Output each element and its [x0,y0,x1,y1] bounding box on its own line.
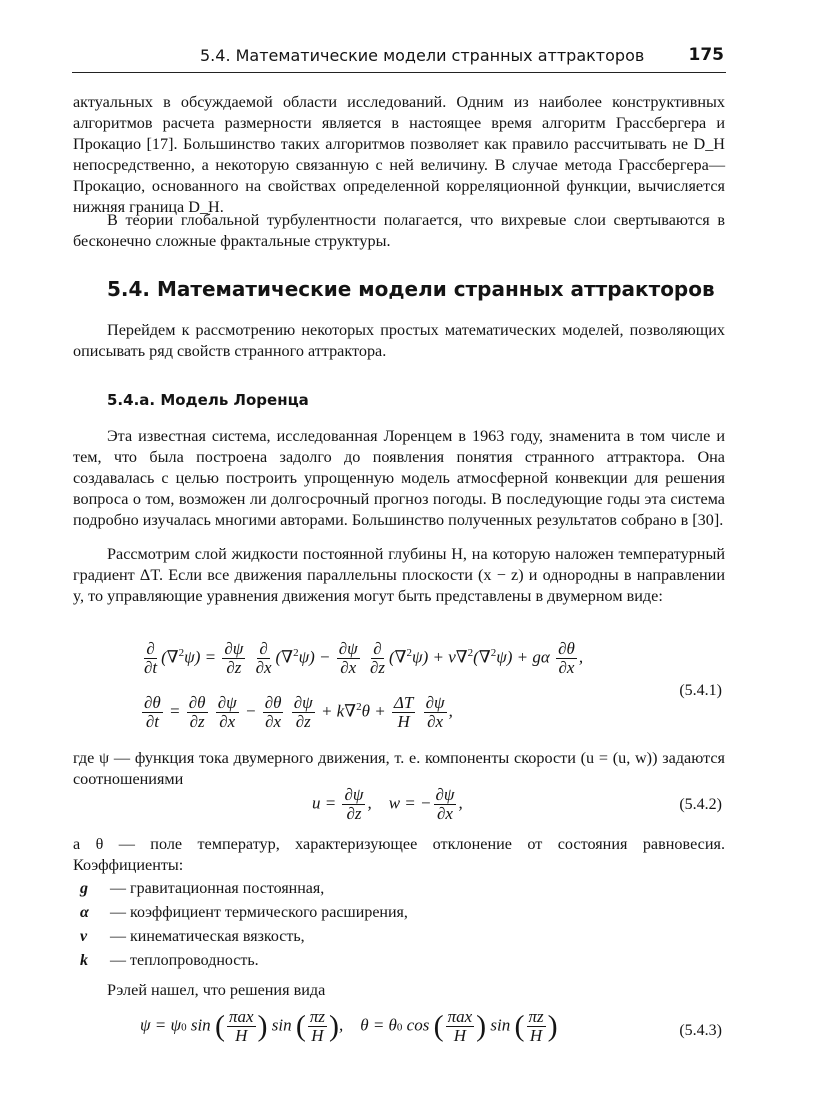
paragraph-4: Эта известная система, исследованная Лоренцем в 1963 году, знаменита в том числе и тем, что была построена задолго до появления понятия странного аттрактора. Она создавалась с целью построить упрощенную модель атмосферной конвекции для решения вопроса о том, возможен ли долгосрочный прогноз погоды. В последующие годы эта система подробно изучалась многими авторами. Большинство полученных результатов собрано в [30]. [73,427,725,529]
coefficient-text: — кинематическая вязкость, [110,928,305,945]
coefficient-k [80,952,259,970]
equation-number-5-4-1: (5.4.1) [679,682,722,699]
running-title: 5.4. Математические модели странных аттракторов [200,46,645,65]
paragraph-8: Рэлей нашел, что решения вида [107,981,326,999]
section-title: 5.4. Математические модели странных аттракторов [107,277,715,301]
coefficient-nu [80,928,305,946]
equation-number-5-4-3: (5.4.3) [679,1022,722,1039]
coefficient-alpha [80,904,408,922]
equation-5-4-1-line-1: $\frac{\partial}{\partial t}$ (∇$^2$ψ) = $\frac{\partial\psi}{\partial z}$ $\frac{\partial}{\partial x}$ (∇$^2$ψ) − $\frac{\partial\psi}{\partial x}$ $\frac{\partial}{\partial z}$ (∇$^2$ψ) + ν∇$^2$(∇$^2$ψ) + gα $\frac{\partial\theta}{\partial x}$ , [144,639,584,677]
coefficient-symbol: g [80,880,88,897]
paragraph-6: где ψ — функция тока двумерного движения, т. е. компоненты скорости (u = (u, w)) задаются соотношениями [73,749,725,788]
coefficient-text: — теплопроводность. [110,952,259,969]
subsection-title: 5.4.а. Модель Лоренца [107,391,309,409]
paragraph-5: Рассмотрим слой жидкости постоянной глубины H, на которую наложен температурный градиент ΔT. Если все движения параллельны плоскости (x − z) и однородны в направлении y, то управляющие уравнения движения могут быть представлены в двумерном виде: [73,545,725,605]
equation-5-4-3: ψ = ψ0 sin ( $\frac{\text{πax}}{H}$ ) sin ( $\frac{\pi z}{H}$ ), θ = θ0 cos ( $\frac{\text{πax}}{H}$ ) sin ( $\frac{\pi z}{H}$ ) [140,1007,558,1045]
paragraph-7: а θ — поле температур, характеризующее отклонение от состояния равновесия. Коэффициенты: [73,835,725,874]
equation-5-4-1-line-2: $\frac{\partial\theta}{\partial t}$ = $\frac{\partial\theta}{\partial z}$ $\frac{\partial\psi}{\partial x}$ − $\frac{\partial\theta}{\partial x}$ $\frac{\partial\psi}{\partial z}$ + k∇$^2$θ + $\frac{\Delta T}{H}$ $\frac{\partial\psi}{\partial x}$ , [144,693,453,731]
paragraph-1: актуальных в обсуждаемой области исследований. Одним из наиболее конструктивных алгоритмов расчета размерности является в настоящее время алгоритм Грассбергера и Прокацио [17]. Большинство таких алгоритмов позволяет как правило рассчитывать не D_H непосредственно, а некоторую связанную с ней величину. В случае метода Грассбергера—Прокацио, основанного на свойствах определенной корреляционной функции, вычисляется нижняя граница D_H. [73,93,725,216]
coefficient-g [80,880,324,898]
coefficient-symbol: k [80,952,88,969]
coefficient-text: — гравитационная постоянная, [110,880,325,897]
page-number: 175 [688,45,724,65]
paragraph-3: Перейдем к рассмотрению некоторых простых математических моделей, позволяющих описывать ряд свойств странного аттрактора. [73,321,725,360]
equation-5-4-2: u = $\frac{\partial\psi}{\partial z}$ , w = − $\frac{\partial\psi}{\partial x}$ , [312,785,463,823]
paragraph-2: В теории глобальной турбулентности полагается, что вихревые слои свертываются в бесконечно сложные фрактальные структуры. [73,211,725,250]
coefficient-symbol: α [80,904,89,921]
header-rule [72,72,726,73]
equation-number-5-4-2: (5.4.2) [679,796,722,813]
coefficient-text: — коэффициент термического расширения, [110,904,408,921]
coefficient-symbol: ν [80,928,88,945]
